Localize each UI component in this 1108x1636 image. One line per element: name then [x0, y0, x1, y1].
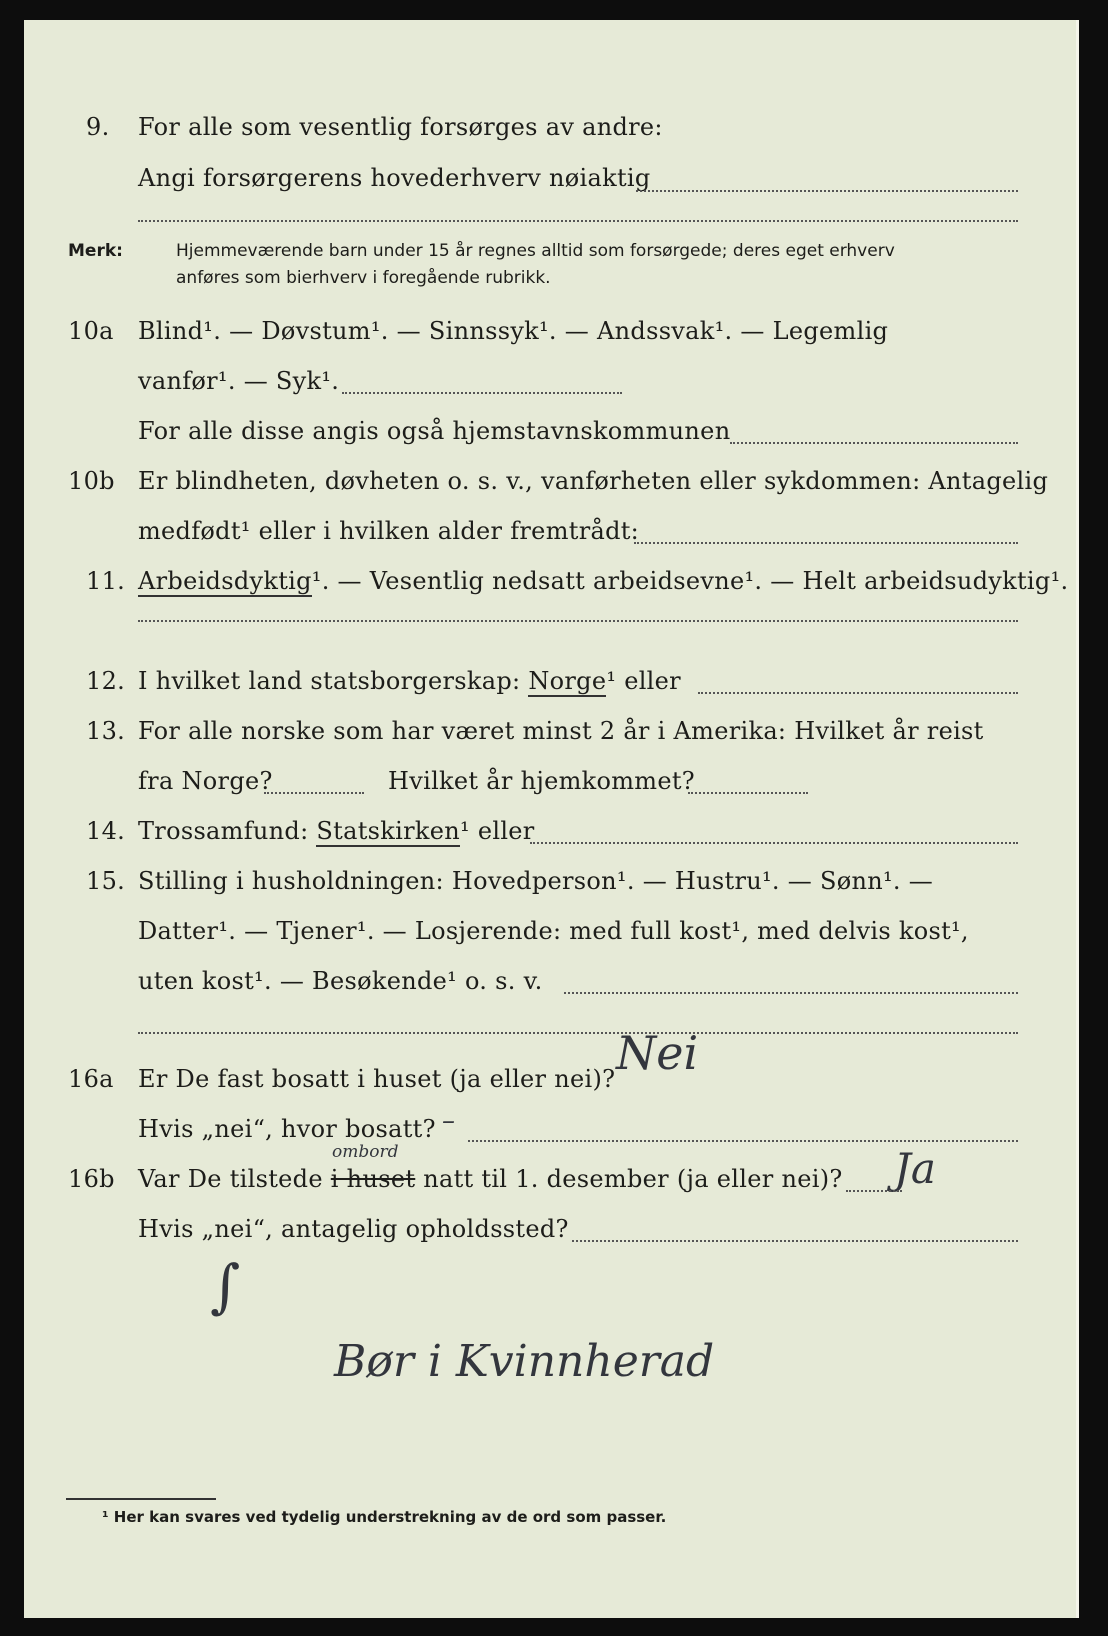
question-text: Er blindheten, døvheten o. s. v., vanførheten eller sykdommen: Antagelig	[138, 467, 1049, 495]
question-number: 10a	[68, 317, 114, 345]
answer-line[interactable]	[688, 792, 808, 794]
handwritten-answer[interactable]: Nei	[616, 1026, 699, 1080]
question-text: For alle disse angis også hjemstavnskommunen	[138, 417, 731, 445]
handwritten-insertion: ombord	[332, 1142, 399, 1162]
footnote: ¹ Her kan svares ved tydelig understrekning av de ord som passer.	[102, 1508, 667, 1526]
question-number: 11.	[86, 567, 126, 595]
question-text: Hvis „nei“, antagelig opholdssted?	[138, 1215, 569, 1243]
question-text: For alle som vesentlig forsørges av andre:	[138, 113, 663, 141]
question-number: 9.	[86, 113, 110, 141]
answer-line[interactable]	[530, 842, 1018, 844]
question-text: Hvis „nei“, hvor bosatt?	[138, 1115, 436, 1143]
question-number: 14.	[86, 817, 126, 845]
question-text: fra Norge?	[138, 767, 273, 795]
struck-text: i huset	[330, 1165, 416, 1193]
question-text: For alle norske som har været minst 2 år i Amerika: Hvilket år reist	[138, 717, 984, 745]
question-text-rest: ¹. — Vesentlig nedsatt arbeidsevne¹. — Helt arbeidsudyktig¹.	[311, 567, 1069, 595]
question-text: Angi forsørgerens hovederhverv nøiaktig	[138, 164, 651, 192]
question-text: Datter¹. — Tjener¹. — Losjerende: med full kost¹, med delvis kost¹,	[138, 917, 969, 945]
answer-line[interactable]	[636, 190, 1018, 192]
question-prefix: I hvilket land statsborgerskap:	[138, 667, 521, 695]
question-prefix: Trossamfund:	[138, 817, 309, 845]
answer-line[interactable]	[730, 442, 1018, 444]
question-text: medfødt¹ eller i hvilken alder fremtrådt:	[138, 517, 640, 545]
question-number: 10b	[68, 467, 115, 495]
selected-option[interactable]: Statskirken	[316, 817, 460, 845]
census-form-page	[24, 20, 1079, 1618]
answer-line[interactable]	[564, 992, 1018, 994]
answer-line[interactable]	[468, 1140, 1018, 1142]
note-text: anføres som bierhverv i foregående rubrikk.	[176, 268, 551, 288]
selected-option[interactable]: Norge	[528, 667, 607, 695]
question-suffix: ¹ eller	[606, 667, 681, 695]
answer-line[interactable]	[264, 792, 364, 794]
question-text: Er De fast bosatt i huset (ja eller nei)?	[138, 1065, 616, 1093]
footnote-divider	[66, 1498, 216, 1500]
answer-line[interactable]	[138, 620, 1018, 622]
handwritten-mark: ∫	[210, 1252, 241, 1320]
answer-line[interactable]	[138, 220, 1018, 222]
question-prefix: Var De tilstede	[138, 1165, 323, 1193]
handwritten-place[interactable]: Bør i Kvinnherad	[334, 1336, 715, 1387]
selected-option[interactable]: Arbeidsdyktig	[138, 567, 312, 595]
answer-line[interactable]	[698, 692, 1018, 694]
question-text: uten kost¹. — Besøkende¹ o. s. v.	[138, 967, 543, 995]
question-text	[138, 816, 535, 846]
question-text	[138, 666, 681, 696]
question-text	[138, 566, 1068, 596]
handwritten-answer[interactable]: –	[442, 1106, 455, 1136]
answer-line[interactable]	[138, 1032, 1018, 1034]
question-text: Stilling i husholdningen: Hovedperson¹. — Hustru¹. — Sønn¹. —	[138, 867, 934, 895]
question-suffix: natt til 1. desember (ja eller nei)?	[423, 1165, 843, 1193]
answer-line[interactable]	[634, 542, 1018, 544]
question-text: Hvilket år hjemkommet?	[388, 767, 695, 795]
answer-line[interactable]	[572, 1240, 1018, 1242]
question-suffix: ¹ eller	[459, 817, 535, 845]
answer-line[interactable]	[342, 392, 622, 394]
note-label: Merk:	[68, 241, 123, 261]
question-number: 15.	[86, 867, 126, 895]
question-text: vanfør¹. — Syk¹.	[138, 367, 340, 395]
question-number: 16b	[68, 1165, 115, 1193]
handwritten-answer[interactable]: Ja	[894, 1144, 936, 1193]
note-text: Hjemmeværende barn under 15 år regnes alltid som forsørgede; deres eget erhverv	[176, 241, 895, 261]
question-text: Blind¹. — Døvstum¹. — Sinnssyk¹. — Andssvak¹. — Legemlig	[138, 317, 889, 345]
answer-line[interactable]	[846, 1190, 902, 1192]
question-text	[138, 1164, 843, 1194]
question-number: 16a	[68, 1065, 114, 1093]
question-number: 13.	[86, 717, 126, 745]
question-number: 12.	[86, 667, 126, 695]
